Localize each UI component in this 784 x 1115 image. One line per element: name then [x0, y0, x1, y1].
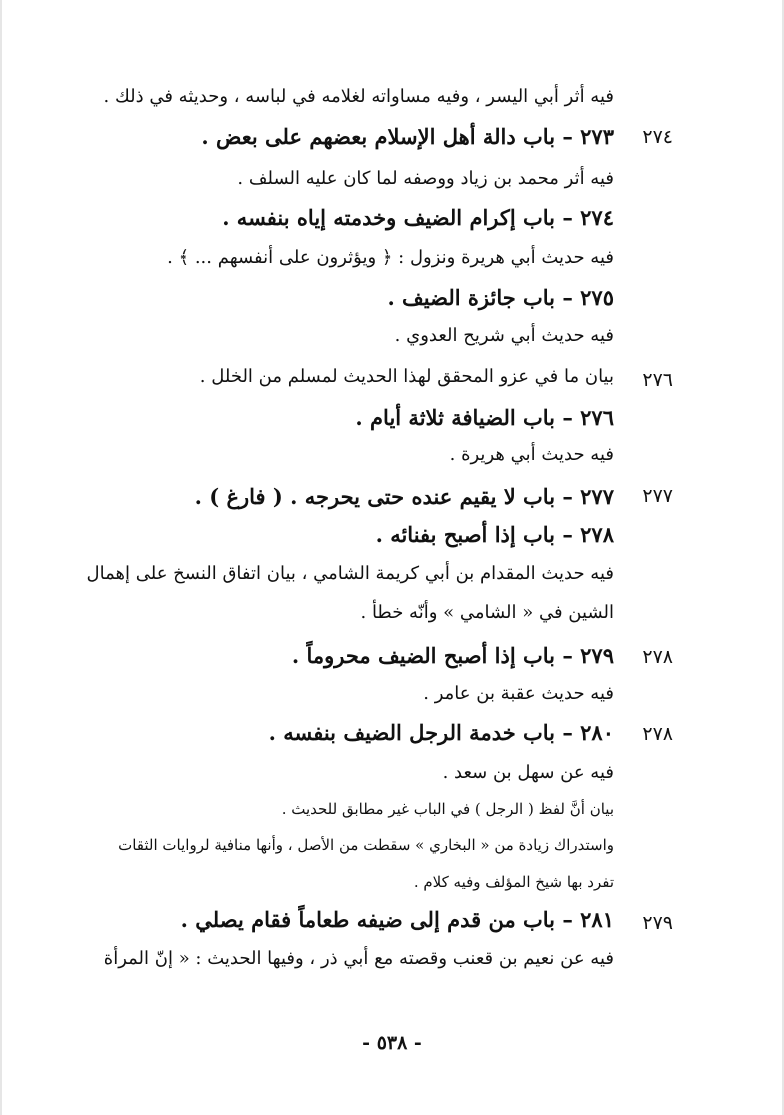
chapter-heading: ٢٧٨ – باب إذا أصبح بفنائه .: [375, 522, 614, 547]
chapter-heading: ٢٧٩ – باب إذا أصبح الضيف محروماً .: [291, 643, 614, 668]
chapter-heading: ٢٧٤ – باب إكرام الضيف وخدمته إياه بنفسه .: [222, 205, 614, 230]
page-reference: ٢٧٦: [642, 369, 673, 391]
page-number: - ٥٣٨ -: [362, 1032, 422, 1054]
entry-text: بيان ما في عزو المحقق لهذا الحديث لمسلم من الخلل .: [199, 366, 614, 387]
entry-text: فيه أثر أبي اليسر ، وفيه مساواته لغلامه في لباسه ، وحديثه في ذلك .: [103, 86, 614, 107]
page-reference: ٢٧٨: [642, 723, 673, 745]
entry-text: فيه حديث أبي هريرة ونزول : ﴿ ويؤثرون على أنفسهم ... ﴾ .: [167, 247, 614, 268]
chapter-heading: ٢٧٣ – باب دالة أهل الإسلام بعضهم على بعض .: [201, 124, 614, 149]
entry-text: فيه حديث أبي هريرة .: [449, 444, 614, 465]
entry-text: فيه عن نعيم بن قعنب وقصته مع أبي ذر ، وفيها الحديث : « إنّ المرأة: [103, 948, 614, 969]
entry-text: فيه أثر محمد بن زياد ووصفه لما كان عليه السلف .: [237, 168, 614, 189]
entry-text: الشين في « الشامي » وأنّه خطأ .: [360, 602, 614, 623]
page-reference: ٢٧٤: [642, 126, 673, 148]
chapter-heading: ٢٧٦ – باب الضيافة ثلاثة أيام .: [355, 405, 614, 430]
page-reference: ٢٧٩: [642, 912, 673, 934]
note-text: بيان أنَّ لفظ ( الرجل ) في الباب غير مطابق للحديث .: [281, 800, 614, 818]
chapter-heading: ٢٧٧ – باب لا يقيم عنده حتى يحرجه . ( فارغ ) .: [194, 484, 614, 509]
entry-text: فيه حديث المقدام بن أبي كريمة الشامي ، بيان اتفاق النسخ على إهمال: [86, 563, 614, 584]
page-reference: ٢٧٧: [642, 485, 673, 507]
entry-text: فيه حديث عقبة بن عامر .: [423, 683, 614, 704]
note-text: واستدراك زيادة من « البخاري » سقطت من الأصل ، وأنها منافية لروايات الثقات: [118, 836, 614, 854]
note-text: تفرد بها شيخ المؤلف وفيه كلام .: [413, 873, 614, 891]
entry-text: فيه حديث أبي شريح العدوي .: [394, 325, 614, 346]
entry-text: فيه عن سهل بن سعد .: [442, 762, 614, 783]
page-reference: ٢٧٨: [642, 646, 673, 668]
chapter-heading: ٢٨٠ – باب خدمة الرجل الضيف بنفسه .: [268, 720, 614, 745]
chapter-heading: ٢٧٥ – باب جائزة الضيف .: [387, 285, 614, 310]
chapter-heading: ٢٨١ – باب من قدم إلى ضيفه طعاماً فقام يصلي .: [180, 907, 614, 932]
